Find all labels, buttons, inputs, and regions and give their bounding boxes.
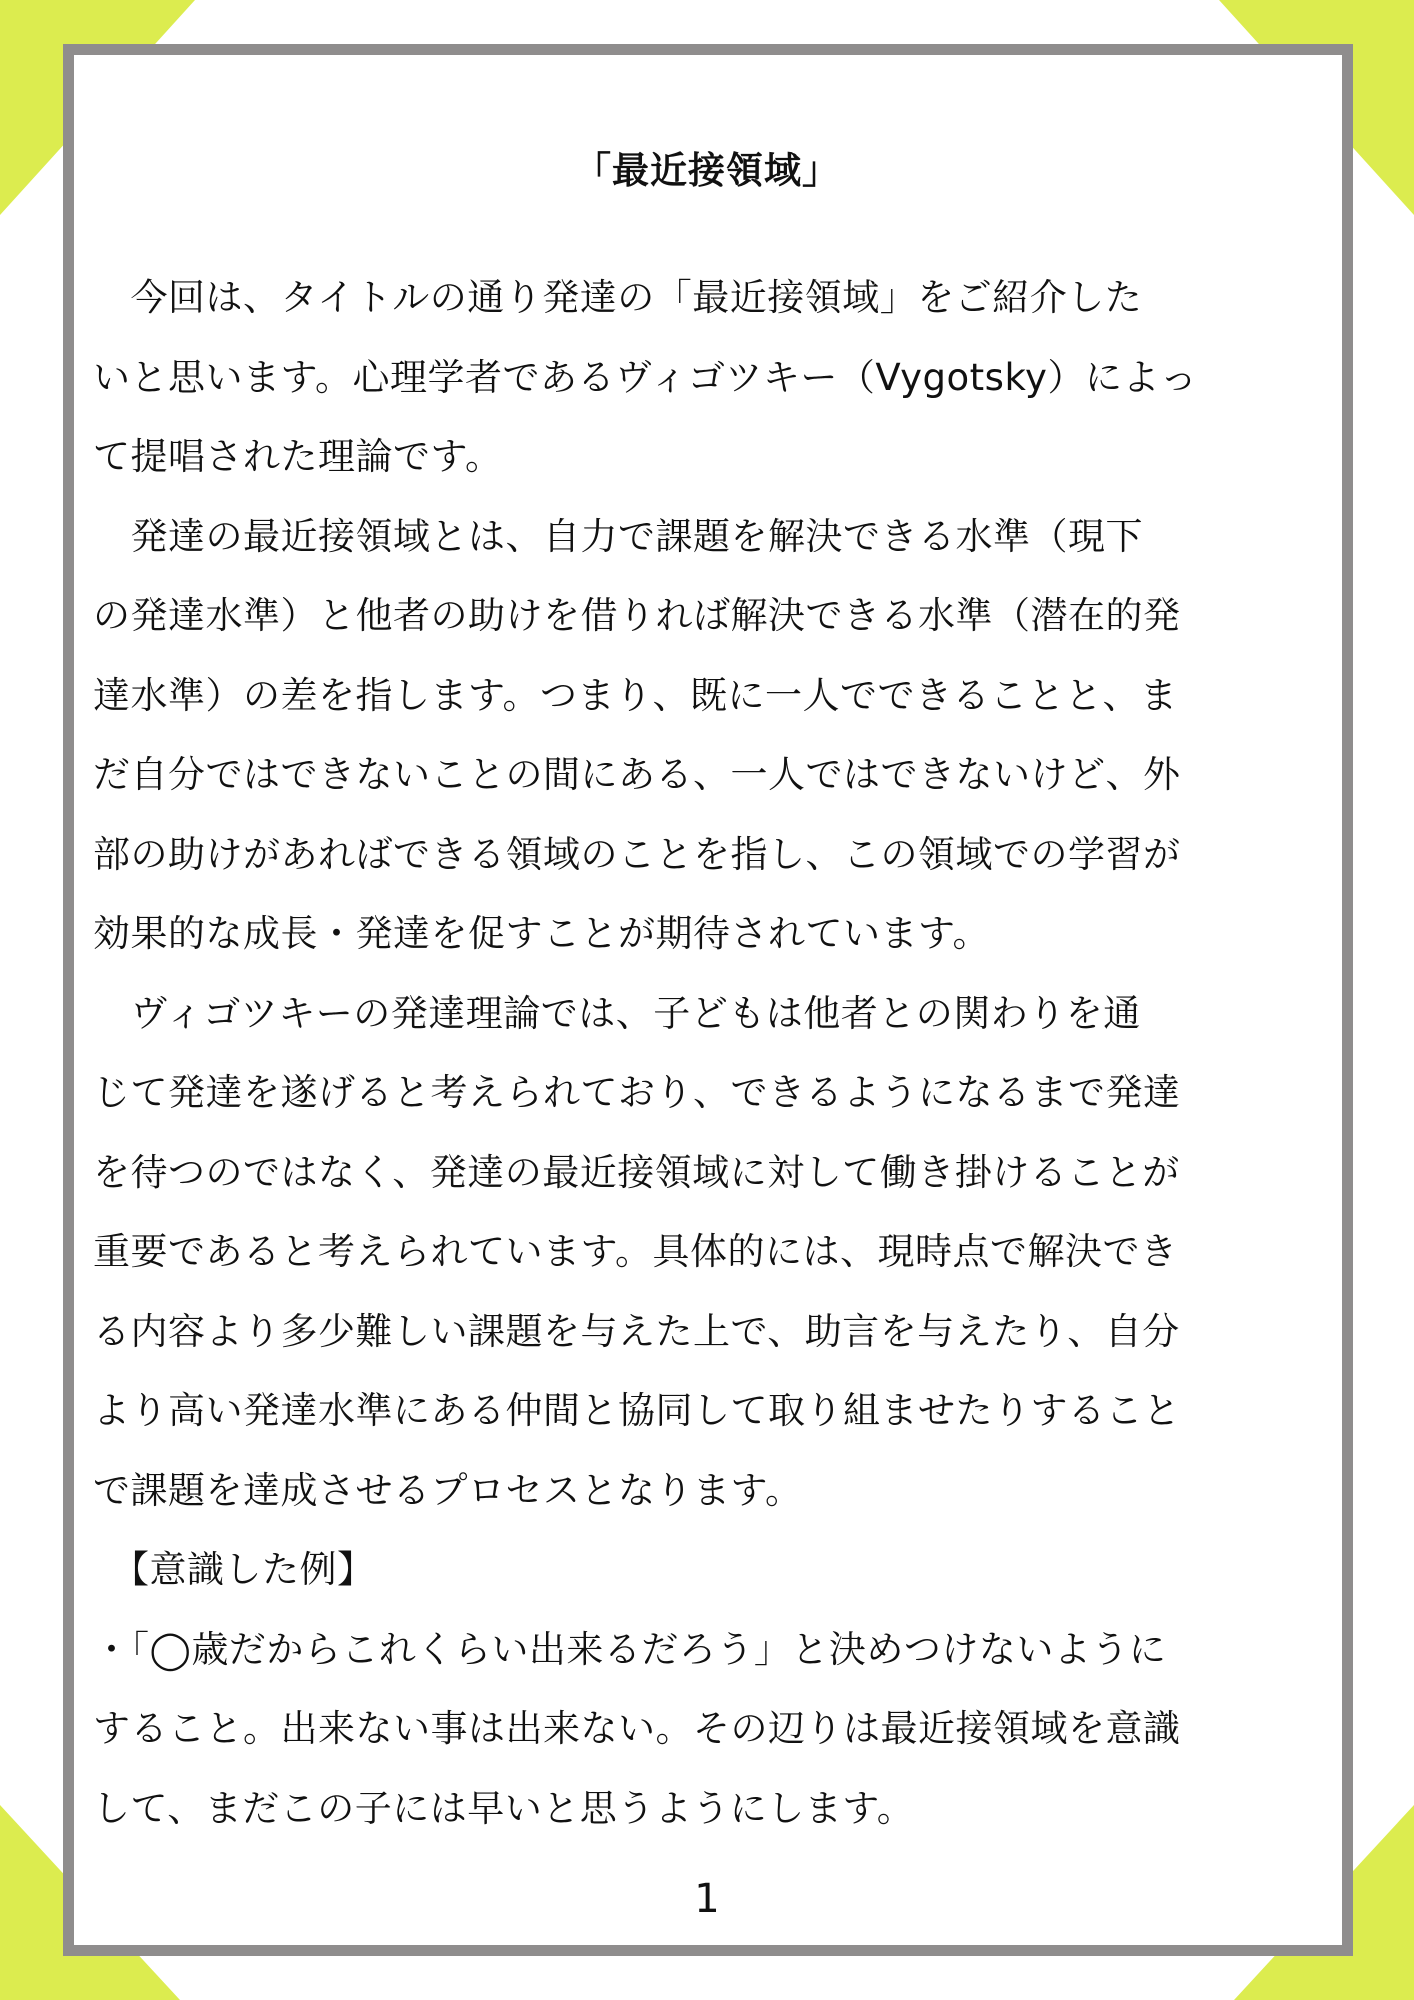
document-body — [93, 258, 1333, 1848]
paragraph-example-heading: 【意識した例】 — [93, 1548, 375, 1591]
paragraph-intro: 今回は、タイトルの通り発達の「最近接領域」をご紹介した いと思います。心理学者であるヴィゴツキー（Vygotsky）によっ て提唱された理論です。 — [93, 276, 1198, 478]
page-number: 1 — [694, 1876, 720, 1922]
page-title: 「最近接領域」 — [574, 149, 840, 192]
paragraph-theory: ヴィゴツキーの発達理論では、子どもは他者との関わりを通 じて発達を遂げると考えられており、できるようになるまで発達 を待つのではなく、発達の最近接領域に対して働き掛けることが 重要であると考えられています。具体的には、現時点で解決でき る内容より多少難しい課題を与えた上で、助言を与えたり、自分 より高い発達水準にある仲間と協同して取り組ませたりすること で課題を達成させるプロセスとなります。 — [93, 991, 1181, 1512]
paragraph-definition: 発達の最近接領域とは、自力で課題を解決できる水準（現下 の発達水準）と他者の助けを借りれば解決できる水準（潜在的発 達水準）の差を指します。つまり、既に一人でできることと、ま だ自分ではできないことの間にある、一人ではできないけど、外 部の助けがあればできる領域のことを指し、この領域での学習が 効果的な成長・発達を促すことが期待されています。 — [93, 514, 1181, 955]
paragraph-example-item: ・「◯歳だからこれくらい出来るだろう」と決めつけないように すること。出来ない事は出来ない。その辺りは最近接領域を意識 して、まだこの子には早いと思うようにします。 — [93, 1627, 1181, 1830]
